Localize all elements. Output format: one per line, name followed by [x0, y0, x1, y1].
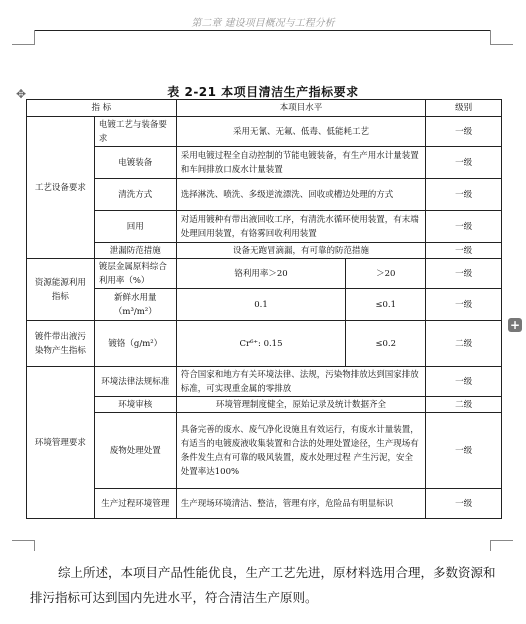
table-row [27, 117, 502, 147]
group-management: 环境管理要求 [27, 367, 95, 519]
header-indicator: 指 标 [27, 100, 177, 117]
row-value-project: 铬利用率＞20 [176, 259, 346, 289]
row-grade: 一级 [426, 117, 502, 147]
row-grade: 二级 [426, 397, 502, 413]
row-item: 镀层金属原料综合利用率（%） [94, 259, 176, 289]
row-grade: 一级 [426, 243, 502, 259]
row-item: 环境审核 [94, 397, 176, 413]
table-resize-handle-icon[interactable]: + [509, 318, 521, 332]
group-resource: 资源能源利用指标 [27, 259, 95, 321]
header-grade: 级别 [426, 100, 502, 117]
table-row [27, 243, 502, 259]
row-value-project: Cr⁶⁺: 0.15 [176, 321, 346, 367]
row-value: 采用电镀过程全自动控制的节能电镀装备，有生产用水计量装置和车间排放口废水计量装置 [176, 147, 425, 179]
row-item: 新鲜水用量（m³/m²） [94, 289, 176, 321]
row-item: 泄漏防范措施 [94, 243, 176, 259]
row-grade: 一级 [426, 259, 502, 289]
table-row [27, 147, 502, 179]
crop-mark-top-left [12, 30, 35, 45]
row-grade: 一级 [426, 289, 502, 321]
row-value: 生产现场环境清洁、整洁，管理有序，危险品有明显标识 [176, 489, 425, 519]
clean-production-table [26, 99, 502, 519]
table-row [27, 489, 502, 519]
crop-mark-bottom-left [12, 540, 35, 551]
row-grade: 一级 [426, 489, 502, 519]
row-grade: 一级 [426, 367, 502, 397]
table-row [27, 321, 502, 367]
table-row [27, 211, 502, 243]
row-item: 电镀装备 [94, 147, 176, 179]
table-row [27, 289, 502, 321]
row-value-standard: ≤0.1 [346, 289, 426, 321]
conclusion-paragraph: 综上所述，本项目产品性能优良，生产工艺先进，原材料选用合理，多数资源和排污指标可达到国内先进水平，符合清洁生产原则。 [30, 564, 496, 605]
table-caption: 表 2-21 本项目清洁生产指标要求 [167, 85, 359, 99]
row-item: 环境法律法规标准 [94, 367, 176, 397]
header-level-requirement: 本项目水平 [176, 100, 425, 117]
crop-mark-top-right [490, 30, 513, 45]
table-row [27, 179, 502, 211]
table-row [27, 413, 502, 489]
page-header: 第二章 建设项目概况与工程分析 [191, 18, 335, 29]
row-item: 清洗方式 [94, 179, 176, 211]
crop-mark-bottom-right [490, 540, 513, 551]
header-line [34, 30, 490, 31]
row-item: 镀铬（g/m²） [94, 321, 176, 367]
row-value-standard: ≤0.2 [346, 321, 426, 367]
row-value: 具备完善的废水、废气净化设施且有效运行，有废水计量装置，有适当的电镀废液收集装置和合法的处理处置途径，生产现场有条件发生点有可靠的吸风装置，废水处理过程 产生污泥，安全处置率达100% [176, 413, 425, 489]
table-move-handle-icon[interactable]: ✥ [15, 87, 27, 101]
row-value-standard: ＞20 [346, 259, 426, 289]
row-value: 对适用镀种有带出液回收工序，有清洗水循环使用装置，有末端处理回用装置，有铬雾回收利用装置 [176, 211, 425, 243]
row-grade: 一级 [426, 147, 502, 179]
row-grade: 一级 [426, 179, 502, 211]
row-value: 采用无氰、无氟、低毒、低能耗工艺 [176, 117, 425, 147]
row-value: 环境管理制度健全，原始记录及统计数据齐全 [176, 397, 425, 413]
row-item: 电镀工艺与装备要求 [94, 117, 176, 147]
group-process: 工艺设备要求 [27, 117, 95, 259]
row-grade: 一级 [426, 211, 502, 243]
table-header-row [27, 100, 502, 117]
row-item: 废物处理处置 [94, 413, 176, 489]
row-value: 符合国家和地方有关环境法律、法规，污染物排放达到国家排放标准，可实现重金属的零排放 [176, 367, 425, 397]
row-grade: 一级 [426, 413, 502, 489]
row-value: 选择淋洗、喷洗、多级逆流漂洗、回收或槽边处理的方式 [176, 179, 425, 211]
table-row [27, 259, 502, 289]
row-value-project: 0.1 [176, 289, 346, 321]
row-item: 回用 [94, 211, 176, 243]
row-item: 生产过程环境管理 [94, 489, 176, 519]
row-grade: 二级 [426, 321, 502, 367]
table-row [27, 367, 502, 397]
table-row [27, 397, 502, 413]
group-pollutant: 镀件带出液污染物产生指标 [27, 321, 95, 367]
row-value: 设备无跑冒滴漏，有可靠的防范措施 [176, 243, 425, 259]
